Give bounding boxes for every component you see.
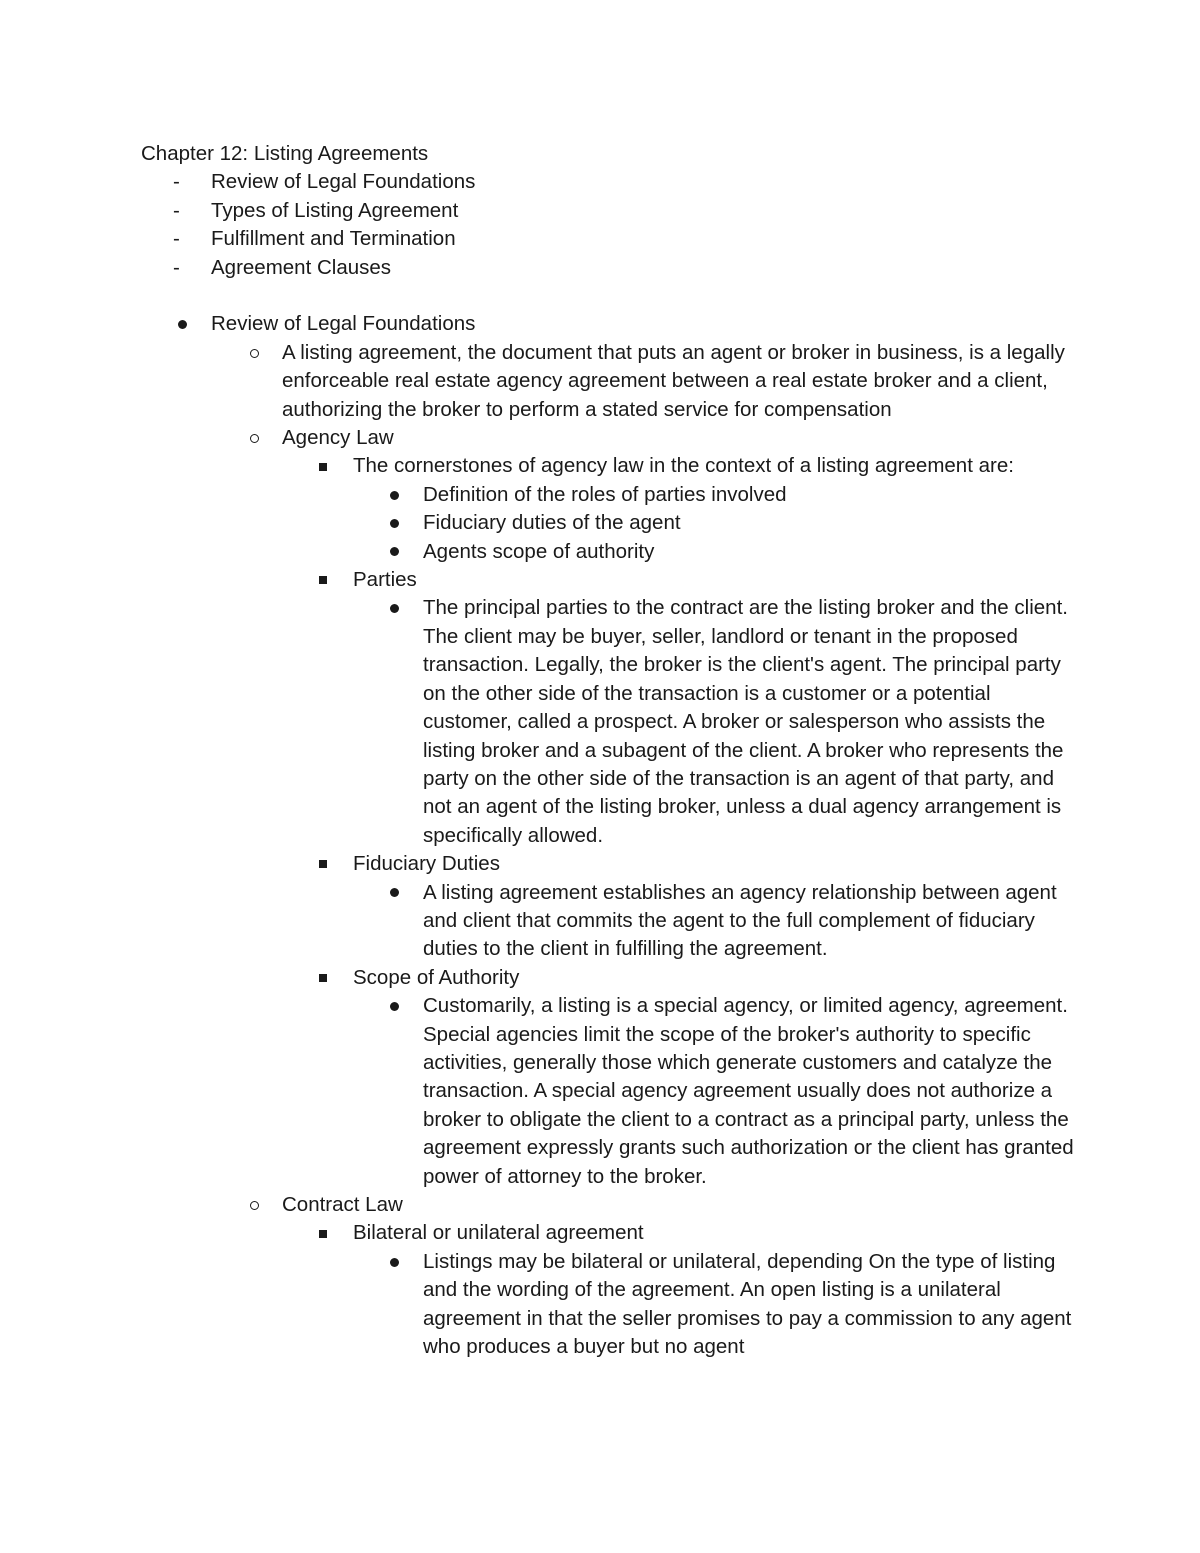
- dash-bullet-icon: -: [173, 227, 180, 251]
- fiduciary-heading: Fiduciary Duties: [141, 850, 1081, 878]
- agency-law-heading: Agency Law: [141, 424, 1081, 452]
- toc-item: - Agreement Clauses: [141, 254, 1081, 282]
- scope-heading: Scope of Authority: [141, 964, 1081, 992]
- bilateral-heading: Bilateral or unilateral agreement: [141, 1219, 1081, 1247]
- square-bullet-icon: [319, 463, 327, 471]
- square-bullet-icon: [319, 860, 327, 868]
- bilateral-paragraph: Listings may be bilateral or unilateral, depending On the type of listing and the wording of the agreement. An open listing is a unilateral agreement in that the seller promises to pay a commission to any agent who produces a buyer but no agent: [141, 1248, 1081, 1362]
- square-bullet-icon: [319, 1230, 327, 1238]
- filled-circle-bullet-icon: [390, 519, 399, 528]
- filled-circle-bullet-icon: [390, 491, 399, 500]
- toc-item: - Fulfillment and Termination: [141, 225, 1081, 253]
- filled-circle-bullet-icon: [390, 1258, 399, 1267]
- fiduciary-paragraph: A listing agreement establishes an agency relationship between agent and client that commits the agent to the full complement of fiduciary duties to the client in fulfilling the agreement.: [141, 879, 1081, 964]
- section-heading: Review of Legal Foundations: [141, 310, 1081, 338]
- spacer: [141, 282, 1081, 310]
- filled-circle-bullet-icon: [390, 604, 399, 613]
- contract-law-heading: Contract Law: [141, 1191, 1081, 1219]
- filled-circle-bullet-icon: [390, 1002, 399, 1011]
- scope-paragraph: Customarily, a listing is a special agency, or limited agency, agreement. Special agencies limit the scope of the broker's authority to specific activities, generally those which generate customers and catalyze the transaction. A special agency agreement usually does not authorize a broker to obligate the client to a contract as a principal party, unless the agreement expressly grants such authorization or the client has granted power of attorney to the broker.: [141, 992, 1081, 1191]
- list-item: Fiduciary duties of the agent: [141, 509, 1081, 537]
- dash-bullet-icon: -: [173, 170, 180, 194]
- list-item: Agents scope of authority: [141, 538, 1081, 566]
- chapter-title: Chapter 12: Listing Agreements: [141, 142, 429, 165]
- filled-circle-bullet-icon: [178, 320, 187, 329]
- hollow-circle-bullet-icon: [250, 349, 259, 358]
- dash-bullet-icon: -: [173, 198, 180, 222]
- parties-paragraph: The principal parties to the contract are the listing broker and the client. The client may be buyer, seller, landlord or tenant in the proposed transaction. Legally, the broker is the client's agent. The principal party on the other side of the transaction is a customer or a potential customer, called a prospect. A broker or salesperson who assists the listing broker and a subagent of the client. A broker who represents the party on the other side of the transaction is an agent of that party, and not an agent of the listing broker, unless a dual agency arrangement is specifically allowed.: [141, 594, 1081, 850]
- document-body: [141, 140, 1081, 1361]
- toc-item: - Review of Legal Foundations: [141, 168, 1081, 196]
- toc-item: - Types of Listing Agreement: [141, 197, 1081, 225]
- dash-bullet-icon: -: [173, 255, 180, 279]
- hollow-circle-bullet-icon: [250, 434, 259, 443]
- filled-circle-bullet-icon: [390, 547, 399, 556]
- list-item: Definition of the roles of parties involved: [141, 481, 1081, 509]
- filled-circle-bullet-icon: [390, 888, 399, 897]
- definition-item: A listing agreement, the document that puts an agent or broker in business, is a legally enforceable real estate agency agreement between a real estate broker and a client, authorizing the broker to perform a stated service for compensation: [141, 339, 1081, 424]
- cornerstones-heading: The cornerstones of agency law in the context of a listing agreement are:: [141, 452, 1081, 480]
- parties-heading: Parties: [141, 566, 1081, 594]
- square-bullet-icon: [319, 576, 327, 584]
- hollow-circle-bullet-icon: [250, 1201, 259, 1210]
- square-bullet-icon: [319, 974, 327, 982]
